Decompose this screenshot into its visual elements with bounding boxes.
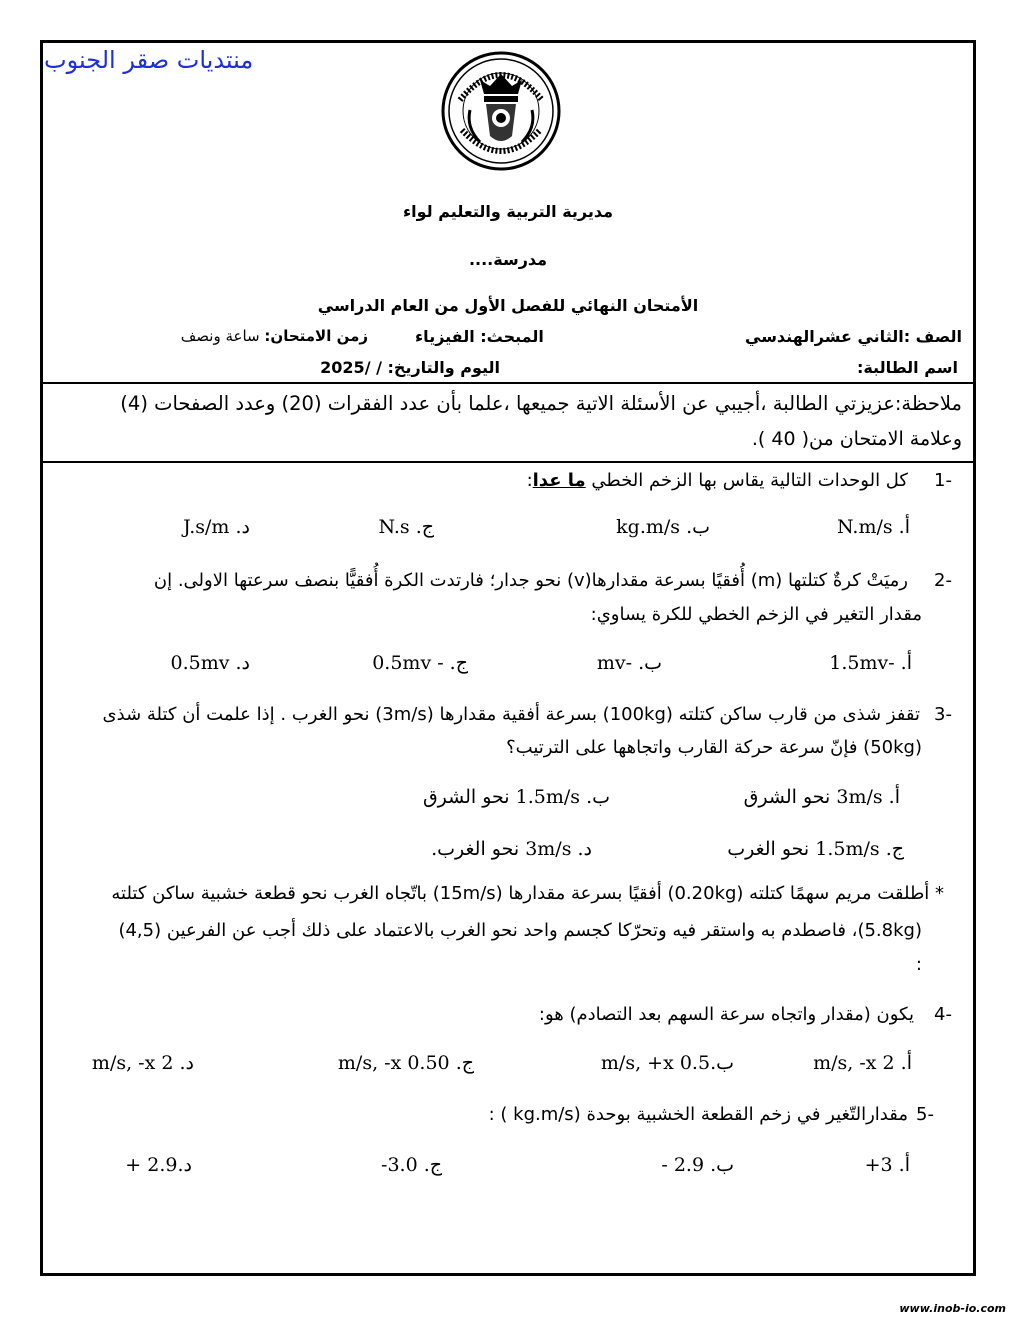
q2-option-c: ج. - 0.5mv [372,652,468,674]
exam-duration [58,327,368,345]
q1-option-d: د. J.s/m [183,516,250,538]
q5-option-a: أ. 3+ [864,1154,910,1176]
q4-option-c: ج. 0.50 m/s, -x [337,1052,474,1074]
q5-option-c: ج. 3.0- [381,1154,442,1176]
ministry-seal-logo [440,50,562,172]
note-divider [40,461,976,463]
scenario-line-3: : [915,954,922,975]
q1-emph: ما عدا [532,470,586,491]
note-line-2: وعلامة الامتحان من( 40 ). [751,428,962,450]
footer-url: www.inob-io.com [899,1302,1006,1315]
q3-option-d: د. 3m/s نحو الغرب. [431,838,592,860]
scenario-line-1: * أطلقت مريم سهمًا كتلته (0.20kg) أفقيًا بسرعة مقدارها (15m/s) باتّجاه الغرب نحو قطعة خشبية ساكن كتلته [111,883,944,904]
watermark: منتديات صقر الجنوب [44,46,254,74]
q3-line-2: (50kg) فإنّ سرعة حركة القارب واتجاهها على الترتيب؟ [506,737,922,758]
q5-option-b: ب. 2.9 - [661,1154,734,1176]
q3-number: -3 [934,704,952,725]
scenario-line-2: (5.8kg)، فاصطدم به واستقر فيه وتحرّكا كجسم واحد نحو الغرب بالاعتماد على ذلك أجب عن الفرعين (4,5) [118,920,922,941]
exam-title: الأمتحان النهائي للفصل الأول من العام الدراسي [317,296,699,315]
q2-line-1: رميَتْ كرةٌ كتلتها (m) أُفقيًا بسرعة مقدارها(v) نحو جدار؛ فارتدت الكرة أُفقيًّا بنصف سرعتها الاولى. إن [153,570,908,591]
q1-end: : [526,470,533,491]
q1-text [527,470,908,491]
note-line-1: ملاحظة:عزيزتي الطالبة ،أجيبي عن الأسئلة الاتية جميعها ،علما بأن عدد الفقرات (20) وعدد الصفحات (4) [120,392,962,415]
q5-option-d: د.2.9 + [125,1154,192,1176]
q1-stem: كل الوحدات التالية يقاس بها الزخم الخطي [591,470,908,491]
q1-option-c: ج. N.s [378,516,434,538]
q3-option-a: أ. 3m/s نحو الشرق [743,786,900,808]
q5-number: -5 [916,1104,934,1125]
q4-text: يكون (مقدار واتجاه سرعة السهم بعد التصادم) هو: [538,1004,914,1025]
grade-label: الصف :الثاني عشرالهندسي [745,327,962,346]
q4-option-b: ب.0.5 m/s, +x [600,1052,734,1074]
q2-number: -2 [934,570,952,591]
q5-text: مقدارالتّغير في زخم القطعة الخشبية بوحدة (kg.m/s ) : [488,1104,908,1125]
directorate-title: مديرية التربية والتعليم لواء [402,202,614,221]
q2-option-a: أ. -1.5mv [829,652,912,674]
q1-number: -1 [934,470,952,491]
q3-option-b: ب. 1.5m/s نحو الشرق [422,786,610,808]
q3-option-c: ج. 1.5m/s نحو الغرب [727,838,904,860]
q1-option-b: ب. kg.m/s [616,516,710,538]
q4-number: -4 [934,1004,952,1025]
q1-option-a: أ. N.m/s [837,516,910,538]
duration-value: ساعة ونصف [180,327,260,345]
q2-option-d: د. 0.5mv [170,652,250,674]
q2-line-2: مقدار التغير في الزخم الخطي للكرة يساوي: [590,604,922,625]
q4-option-a: أ. 2 m/s, -x [813,1052,912,1074]
duration-label: زمن الامتحان: [264,327,368,345]
date-label: اليوم والتاريخ: / /2025 [320,358,500,377]
student-name-label: اسم الطالبة: [856,358,958,377]
q2-option-b: ب. -mv [596,652,662,674]
subject-label: المبحث: الفيزياء [415,327,544,346]
header-divider [40,382,976,384]
q4-option-d: د. 2 m/s, -x [91,1052,194,1074]
school-name: مدرسة.... [468,250,548,269]
q3-line-1: تقفز شذى من قارب ساكن كتلته (100kg) بسرعة أفقية مقدارها (3m/s) نحو الغرب . إذا علمت أن كتلة شذى [102,704,920,725]
